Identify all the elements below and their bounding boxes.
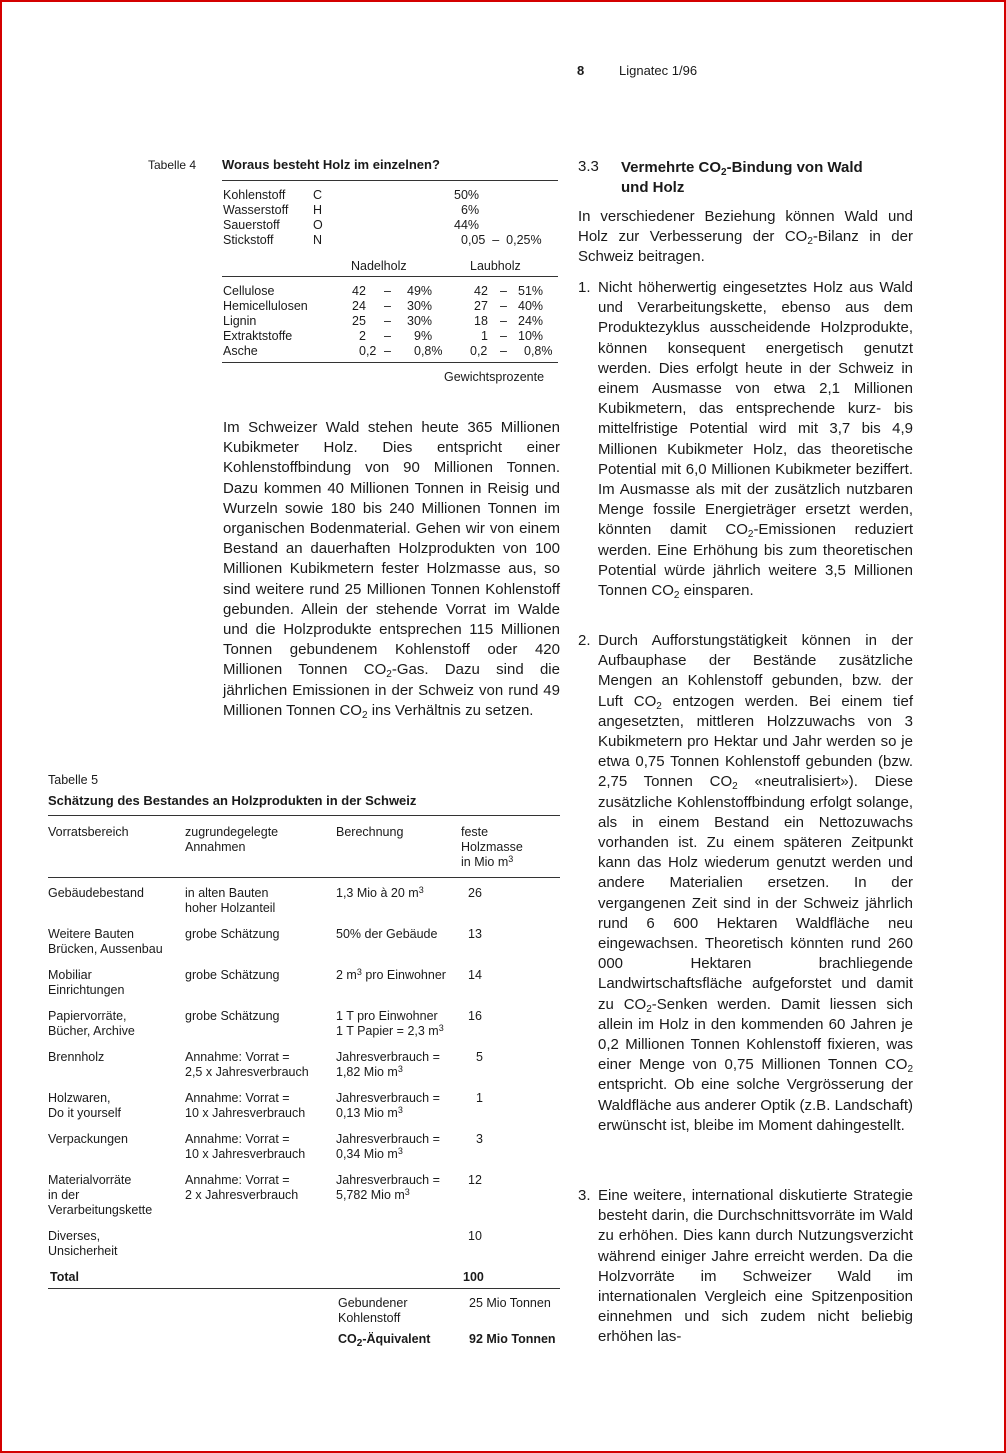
list-text bbox=[598, 631, 913, 1136]
list-number: 1. bbox=[578, 279, 591, 296]
text-run: Durch Aufforstungstätigkeit können in der Aufbauphase der Bestände zusätzliche Mengen an Kohlenstoff gebunden, bzw. der Luft CO bbox=[598, 632, 913, 710]
element-value: 50% bbox=[454, 188, 480, 202]
row-category-line2: Einrichtungen bbox=[48, 983, 125, 997]
text-run: 2 m bbox=[336, 968, 357, 982]
text-run: einsparen. bbox=[679, 582, 754, 600]
table4-mid-rule bbox=[222, 276, 558, 277]
co2-equivalent-label bbox=[338, 1332, 430, 1348]
row-category-line2: Bücher, Archive bbox=[48, 1024, 135, 1038]
table5-title: Schätzung des Bestandes an Holzprodukten in der Schweiz bbox=[48, 793, 417, 808]
table4-top-rule bbox=[222, 180, 558, 181]
row-calculation bbox=[336, 886, 424, 902]
superscript: 3 bbox=[397, 1064, 403, 1074]
component-name: Lignin bbox=[223, 314, 257, 328]
text-run: 1 T pro Einwohner bbox=[336, 1009, 438, 1023]
element-symbol: C bbox=[313, 188, 323, 202]
section-intro bbox=[578, 207, 913, 268]
row-category-line3: Verarbeitungskette bbox=[48, 1203, 153, 1217]
laub-high: 10% bbox=[518, 329, 544, 343]
nadel-low: 24 bbox=[352, 299, 366, 313]
element-name: Stickstoff bbox=[223, 233, 274, 247]
dash: – bbox=[500, 299, 507, 313]
table5-top-rule bbox=[48, 815, 560, 816]
laub-low: 42 bbox=[474, 284, 488, 298]
text-run: Vermehrte CO bbox=[621, 159, 722, 176]
subscript: 2 bbox=[907, 1064, 913, 1076]
text-run: In verschiedener Beziehung können Wald und Holz zur Verbesserung der CO bbox=[578, 208, 913, 246]
dash: – bbox=[500, 314, 507, 328]
total-value: 100 bbox=[463, 1270, 484, 1284]
text-run: -Gas. Dazu sind die jährlichen Emissionen in der Schweiz von rund 49 Millionen Tonnen CO bbox=[223, 661, 560, 719]
row-assumption-line2: 10 x Jahresverbrauch bbox=[185, 1106, 306, 1120]
subscript: 2 bbox=[732, 781, 738, 793]
subscript: 2 bbox=[361, 709, 368, 721]
text-run: Jahresverbrauch = bbox=[336, 1091, 440, 1105]
bound-carbon-label-line1: Gebundener bbox=[338, 1296, 408, 1310]
subscript: 2 bbox=[673, 590, 680, 602]
list-item bbox=[578, 1186, 913, 1348]
row-calculation bbox=[336, 1091, 440, 1107]
row-assumption: Annahme: Vorrat = bbox=[185, 1132, 290, 1146]
row-calculation bbox=[336, 927, 437, 943]
header-vorratsbereich: Vorratsbereich bbox=[48, 825, 129, 839]
text-run: 5,782 Mio m bbox=[336, 1188, 405, 1202]
component-name: Extraktstoffe bbox=[223, 329, 293, 343]
nadel-high: 30% bbox=[407, 314, 433, 328]
nadel-high: 0,8% bbox=[414, 344, 443, 358]
table4-title: Woraus besteht Holz im einzelnen? bbox=[222, 157, 440, 172]
subscript: 2 bbox=[356, 1338, 363, 1349]
row-volume: 26 bbox=[468, 886, 482, 900]
table5-header-rule bbox=[48, 877, 560, 878]
laub-high: 40% bbox=[518, 299, 544, 313]
text-run: -Äquivalent bbox=[362, 1332, 431, 1346]
row-calculation-line2 bbox=[336, 1147, 403, 1163]
laub-low: 0,2 bbox=[470, 344, 488, 358]
laub-high: 0,8% bbox=[524, 344, 553, 358]
text-run: -Senken werden. Damit liessen sich allein im Holz in den kommenden 60 Jahren je 0,2 Millionen Tonnen Kohlenstoff fixieren, was einer Menge von 0,75 Millionen Tonnen CO bbox=[598, 995, 913, 1074]
subscript: 2 bbox=[646, 1003, 652, 1015]
header-holzmasse-line2: Holzmasse bbox=[461, 840, 523, 854]
nadel-high: 30% bbox=[407, 299, 433, 313]
text-run: -Bindung von Wald bbox=[726, 159, 863, 176]
row-volume: 1 bbox=[476, 1091, 483, 1105]
row-volume: 14 bbox=[468, 968, 482, 982]
table4-footer-units: Gewichtsprozente bbox=[444, 370, 545, 384]
text-run: ins Verhältnis zu setzen. bbox=[367, 701, 534, 719]
element-name: Wasserstoff bbox=[223, 203, 289, 217]
subscript: 2 bbox=[656, 700, 662, 712]
dash: – bbox=[384, 344, 391, 358]
dash: – bbox=[384, 284, 391, 298]
dash: – bbox=[500, 329, 507, 343]
row-assumption-line2: 2,5 x Jahresverbrauch bbox=[185, 1065, 309, 1079]
row-category: Diverses, bbox=[48, 1229, 101, 1243]
element-symbol: O bbox=[313, 218, 323, 232]
header-holzmasse-line3 bbox=[461, 855, 513, 871]
table5-label: Tabelle 5 bbox=[48, 773, 99, 787]
dash: – bbox=[384, 329, 391, 343]
row-assumption-line2: hoher Holzanteil bbox=[185, 901, 276, 915]
list-text bbox=[598, 1186, 913, 1348]
header-annahmen-line2: Annahmen bbox=[185, 840, 246, 854]
nadel-low: 25 bbox=[352, 314, 366, 328]
text-run: in Mio m bbox=[461, 855, 509, 869]
row-volume: 13 bbox=[468, 927, 482, 941]
row-calculation-line2 bbox=[336, 1106, 403, 1122]
total-label: Total bbox=[50, 1270, 79, 1284]
text-run: Nicht höherwertig eingesetztes Holz aus Wald und Verarbeitungskette, ebenso aus dem Produktezyklus ausscheidende Holzprodukte, können konsequent energetisch genutzt werden. Dies erfolgt heute in der Schweiz in einem Ausmasse von etwa 2,1 Millionen Kubikmetern, das entsprechende kurz- bis mittelfristige Potential wird mit 3,7 bis 4,9 Millionen Kubikmeter Holz, das theoretische Potential mit 6,0 Millionen Kubikmeter beziffert. Im Ausmasse als mit der zusätzlich nutzbaren Menge fossile Energieträger ersetzt werden, könnten damit CO bbox=[598, 279, 913, 539]
superscript: 3 bbox=[356, 967, 362, 977]
text-run: Jahresverbrauch = bbox=[336, 1173, 440, 1187]
element-name: Sauerstoff bbox=[223, 218, 280, 232]
text-run: und Holz bbox=[621, 179, 685, 196]
row-assumption: grobe Schätzung bbox=[185, 1009, 280, 1023]
row-assumption: Annahme: Vorrat = bbox=[185, 1050, 290, 1064]
text-run: CO bbox=[338, 1332, 357, 1346]
row-assumption: Annahme: Vorrat = bbox=[185, 1091, 290, 1105]
element-value: 0,05 – 0,25% bbox=[461, 233, 542, 247]
list-item bbox=[578, 631, 913, 1136]
nadel-high: 49% bbox=[407, 284, 433, 298]
paragraph bbox=[223, 418, 560, 721]
nadel-low: 42 bbox=[352, 284, 366, 298]
laub-low: 18 bbox=[474, 314, 488, 328]
row-calculation-line2 bbox=[336, 1188, 410, 1204]
text-run: «neutralisiert»). Diese zusätzliche Kohlenstoffbindung erfolgt solange, als in einem Bestand ein Nettozuwachs vorhanden ist. Zu einem späteren Zeitpunkt kann das Holz wiederum genutzt werden und andere Materialien ersetzen. In der vergangenen Zeit sind in der Schweiz jährlich rund 6 600 Hektaren Waldfläche neu eingewachsen. Theoretisch könnten rund 260 000 Hektaren brachliegende Landwirtschaftsfläche aufgeforstet und damit zu CO bbox=[598, 773, 913, 1013]
row-assumption: Annahme: Vorrat = bbox=[185, 1173, 290, 1187]
row-assumption: in alten Bauten bbox=[185, 886, 269, 900]
list-number: 2. bbox=[578, 632, 591, 649]
list-item bbox=[578, 278, 913, 601]
row-calculation bbox=[336, 968, 446, 984]
row-calculation bbox=[336, 1009, 438, 1025]
superscript: 3 bbox=[397, 1105, 403, 1115]
text-run: -Emissionen reduziert werden. Eine Erhöhung bis zum theoretischen Potential würde jährlich weitere 3,5 Millionen Tonnen CO bbox=[598, 521, 913, 600]
row-category-line2: in der bbox=[48, 1188, 80, 1202]
row-category: Gebäudebestand bbox=[48, 886, 144, 900]
superscript: 3 bbox=[508, 854, 514, 864]
row-category: Holzwaren, bbox=[48, 1091, 111, 1105]
component-name: Cellulose bbox=[223, 284, 275, 298]
text-run: -Bilanz in der Schweiz beitragen. bbox=[578, 228, 913, 266]
row-category-line2: Do it yourself bbox=[48, 1106, 121, 1120]
subscript: 2 bbox=[807, 236, 813, 248]
superscript: 3 bbox=[397, 1146, 403, 1156]
subscript: 2 bbox=[747, 529, 754, 541]
superscript: 3 bbox=[418, 885, 424, 895]
text-run: 1,3 Mio à 20 m bbox=[336, 886, 419, 900]
element-name: Kohlenstoff bbox=[223, 188, 286, 202]
row-assumption-line2: 2 x Jahresverbrauch bbox=[185, 1188, 299, 1202]
header-berechnung: Berechnung bbox=[336, 825, 404, 839]
row-volume: 12 bbox=[468, 1173, 482, 1187]
text-run: Eine weitere, international diskutierte Strategie besteht darin, die Durchschnittsvorräte im Wald zu erhöhen. Dies kann durch Nutzungsverzicht während einiger Jahre erreicht werden. Da die Holzvorräte im Schweizer Wald im internationalen Vergleich eine Spitzenposition einnehmen und sich zudem nicht beliebig erhöhen las- bbox=[598, 1187, 913, 1346]
subscript: 2 bbox=[721, 167, 727, 178]
col-header-laubholz: Laubholz bbox=[470, 259, 521, 273]
row-category: Verpackungen bbox=[48, 1132, 128, 1146]
list-number: 3. bbox=[578, 1187, 591, 1204]
row-volume: 5 bbox=[476, 1050, 483, 1064]
subscript: 2 bbox=[386, 669, 392, 681]
row-category-line2: Brücken, Aussenbau bbox=[48, 942, 163, 956]
section-number: 3.3 bbox=[578, 158, 599, 175]
publication-title: Lignatec 1/96 bbox=[619, 63, 698, 78]
row-assumption-line2: 10 x Jahresverbrauch bbox=[185, 1147, 306, 1161]
section-title bbox=[621, 158, 863, 198]
row-calculation bbox=[336, 1050, 440, 1066]
dash: – bbox=[384, 299, 391, 313]
header-annahmen-line1: zugrundegelegte bbox=[185, 825, 279, 839]
col-header-nadelholz: Nadelholz bbox=[351, 259, 407, 273]
row-category: Materialvorräte bbox=[48, 1173, 132, 1187]
text-run: 1,82 Mio m bbox=[336, 1065, 398, 1079]
superscript: 3 bbox=[404, 1187, 410, 1197]
row-category: Brennholz bbox=[48, 1050, 105, 1064]
co2-equivalent-value: 92 Mio Tonnen bbox=[469, 1332, 556, 1346]
laub-high: 24% bbox=[518, 314, 544, 328]
row-volume: 16 bbox=[468, 1009, 482, 1023]
dash: – bbox=[500, 284, 507, 298]
text-run: Im Schweizer Wald stehen heute 365 Millionen Kubikmeter Holz. Dies entspricht einer Kohlenstoffbindung von 90 Millionen Tonnen. Dazu kommen 40 Millionen Tonnen in Reisig und Wurzeln sowie 180 bis 240 Millionen Tonnen im organischen Bodenmaterial. Gehen wir von einem Bestand an dauerhaften Holzprodukten von 100 Millionen Kubikmetern fester Holzmasse aus, so sind weitere rund 25 Millionen Tonnen Kohlenstoff gebunden. Allein der stehende Vorrat im Walde und die Holzprodukte entsprechen 115 Millionen Tonnen gebundenem Kohlenstoff oder 420 Millionen Tonnen CO bbox=[223, 419, 560, 679]
component-name: Hemicellulosen bbox=[223, 299, 308, 313]
text-run: 0,34 Mio m bbox=[336, 1147, 398, 1161]
row-assumption: grobe Schätzung bbox=[185, 927, 280, 941]
row-assumption: grobe Schätzung bbox=[185, 968, 280, 982]
component-name: Asche bbox=[223, 344, 258, 358]
text-run: 50% der Gebäude bbox=[336, 927, 438, 941]
text-run: 1 T Papier = 2,3 m bbox=[336, 1024, 439, 1038]
laub-high: 51% bbox=[518, 284, 544, 298]
row-calculation bbox=[336, 1132, 440, 1148]
bound-carbon-label-line2: Kohlenstoff bbox=[338, 1311, 401, 1325]
row-category: Papiervorräte, bbox=[48, 1009, 127, 1023]
row-volume: 10 bbox=[468, 1229, 482, 1243]
left-body-text bbox=[223, 418, 560, 721]
element-symbol: H bbox=[313, 203, 323, 217]
list-text bbox=[598, 278, 913, 601]
dash: – bbox=[500, 344, 507, 358]
table4-label: Tabelle 4 bbox=[148, 158, 197, 172]
text-run: Jahresverbrauch = bbox=[336, 1132, 440, 1146]
laub-low: 1 bbox=[481, 329, 488, 343]
page-number: 8 bbox=[577, 63, 585, 78]
row-category: Weitere Bauten bbox=[48, 927, 134, 941]
dash: – bbox=[384, 314, 391, 328]
element-value: 6% bbox=[461, 203, 480, 217]
row-calculation bbox=[336, 1173, 440, 1189]
row-calculation-line2 bbox=[336, 1024, 444, 1040]
laub-low: 27 bbox=[474, 299, 488, 313]
row-calculation-line2 bbox=[336, 1065, 403, 1081]
nadel-low: 0,2 bbox=[359, 344, 377, 358]
row-volume: 3 bbox=[476, 1132, 483, 1146]
text-run: 0,13 Mio m bbox=[336, 1106, 398, 1120]
nadel-low: 2 bbox=[359, 329, 366, 343]
element-symbol: N bbox=[313, 233, 323, 247]
text-run: Jahresverbrauch = bbox=[336, 1050, 440, 1064]
table4-bottom-rule bbox=[222, 362, 558, 363]
text-run: entspricht. Ob eine solche Vergrösserung der Waldfläche aus anderer Optik (z.B. Landschaft) erwünscht ist, bleibe im Moment dahingestellt. bbox=[598, 1076, 913, 1134]
text-run: pro Einwohner bbox=[361, 968, 446, 982]
superscript: 3 bbox=[438, 1023, 444, 1033]
row-category: Mobiliar bbox=[48, 968, 92, 982]
text-run: entzogen werden. Bei einem tief angesetzten, mittleren Holzzuwachs von 3 Kubikmetern pro Hektar und Jahr werden so je etwa 0,75 Tonnen Kohlenstoff gebunden (bzw. 2,75 Tonnen CO bbox=[598, 692, 913, 791]
bound-carbon-value: 25 Mio Tonnen bbox=[469, 1296, 551, 1310]
table5-total-rule bbox=[48, 1288, 560, 1289]
row-category-line2: Unsicherheit bbox=[48, 1244, 118, 1258]
element-value: 44% bbox=[454, 218, 480, 232]
nadel-high: 9% bbox=[414, 329, 433, 343]
header-holzmasse-line1: feste bbox=[461, 825, 489, 839]
